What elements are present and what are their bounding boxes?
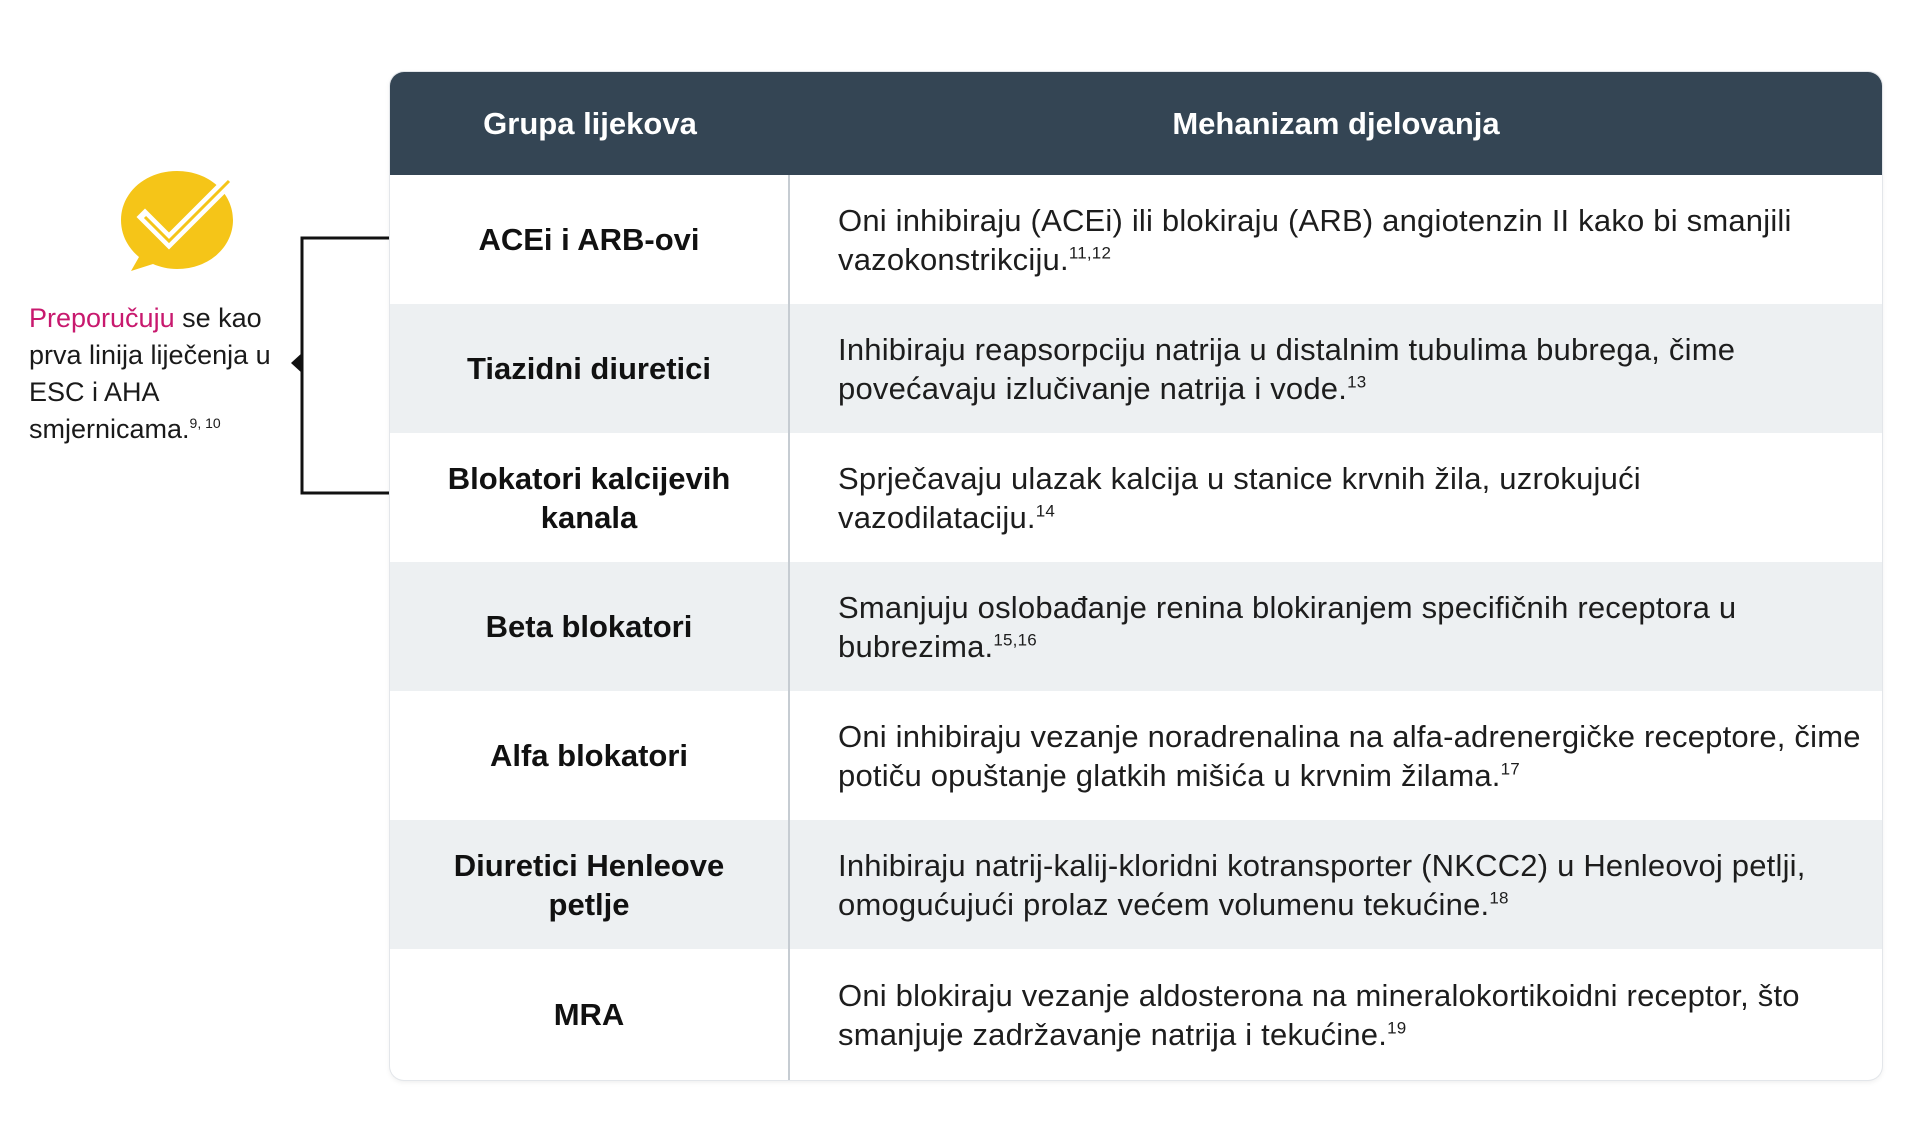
- drug-group-cell: Tiazidni diuretici: [390, 304, 790, 433]
- header-drug-group: Grupa lijekova: [483, 105, 697, 141]
- mechanism-cell: [790, 949, 1882, 1080]
- reference-superscript: 17: [1500, 759, 1520, 779]
- drug-group-cell: Beta blokatori: [390, 562, 790, 691]
- mechanism-text: Smanjuju oslobađanje renina blokiranjem specifičnih receptora u bubrezima.: [838, 589, 1737, 664]
- drug-group-cell: MRA: [390, 949, 790, 1080]
- mechanism-cell: [790, 691, 1882, 820]
- header-mechanism: Mehanizam djelovanja: [1172, 105, 1500, 141]
- reference-superscript: 19: [1387, 1018, 1407, 1038]
- checkmark-speech-bubble-icon: [117, 165, 242, 275]
- recommendation-note: [29, 300, 299, 448]
- bracket-connector: [285, 228, 395, 498]
- drug-group-cell: Alfa blokatori: [390, 691, 790, 820]
- mechanism-cell: [790, 820, 1882, 949]
- mechanism-text: Inhibiraju natrij-kalij-kloridni kotransporter (NKCC2) u Henleovoj petlji, omogućujući prolaz većem volumenu tekućine.: [838, 847, 1806, 922]
- table-row: [390, 304, 1882, 433]
- mechanism-text: Oni inhibiraju (ACEi) ili blokiraju (ARB) angiotenzin II kako bi smanjili vazokonstrikciju.: [838, 202, 1792, 277]
- mechanism-text: Sprječavaju ulazak kalcija u stanice krvnih žila, uzrokujući vazodilataciju.: [838, 460, 1641, 535]
- drug-group-cell: Diuretici Henleove petlje: [390, 820, 790, 949]
- reference-superscript: 18: [1489, 888, 1509, 908]
- reference-superscript: 14: [1035, 501, 1056, 521]
- mechanism-text: Oni inhibiraju vezanje noradrenalina na alfa-adrenergičke receptore, čime potiču opuštanje glatkih mišića u krvnim žilama.: [838, 718, 1861, 793]
- table-row: [390, 175, 1882, 304]
- drug-group-cell: Blokatori kalcijevih kanala: [390, 433, 790, 562]
- table-row: [390, 949, 1882, 1080]
- mechanism-cell: [790, 304, 1882, 433]
- mechanism-cell: [790, 175, 1882, 304]
- drug-group-cell: ACEi i ARB-ovi: [390, 175, 790, 304]
- table-row: [390, 433, 1882, 562]
- reference-superscript: 15,16: [993, 630, 1037, 650]
- recommendation-text: se kao prva linija liječenja u ESC i AHA smjernicama.: [29, 303, 271, 444]
- mechanism-cell: [790, 433, 1882, 562]
- recommendation-refs: 9, 10: [189, 415, 221, 431]
- mechanism-text: Inhibiraju reapsorpciju natrija u distalnim tubulima bubrega, čime povećavaju izlučivanje natrija i vode.: [838, 331, 1736, 406]
- mechanism-cell: [790, 562, 1882, 691]
- mechanism-text: Oni blokiraju vezanje aldosterona na mineralokortikoidni receptor, što smanjuje zadržavanje natrija i tekućine.: [838, 977, 1800, 1052]
- table-row: [390, 820, 1882, 949]
- table-row: [390, 562, 1882, 691]
- reference-superscript: 13: [1347, 372, 1367, 392]
- table-row: [390, 691, 1882, 820]
- recommendation-highlight: Preporučuju: [29, 303, 175, 333]
- table-header: [390, 72, 1882, 175]
- reference-superscript: 11,12: [1068, 243, 1112, 263]
- drug-groups-table: [390, 72, 1882, 1080]
